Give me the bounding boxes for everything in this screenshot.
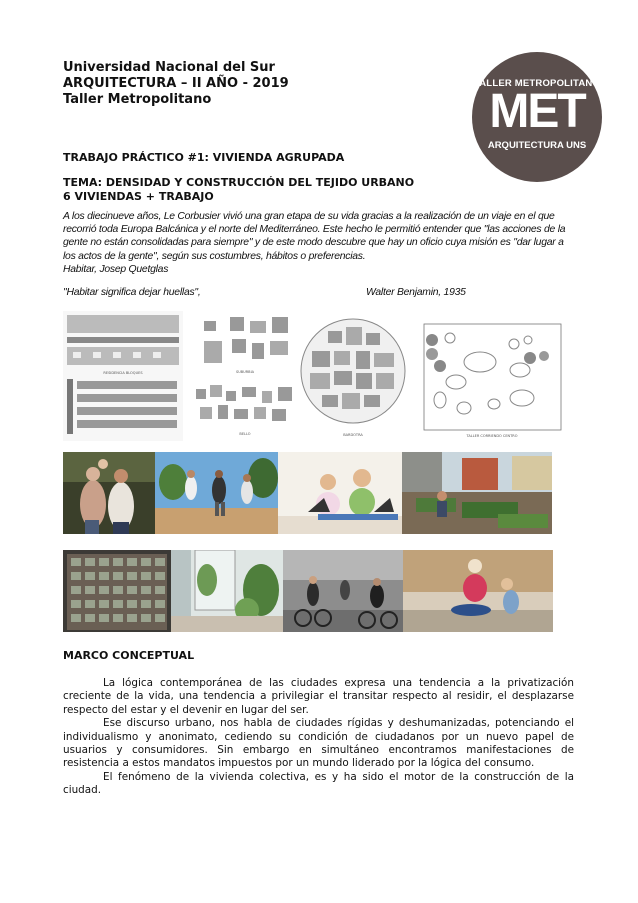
organic-plan-diagram	[420, 320, 565, 440]
block-housing-diagram	[63, 311, 183, 441]
benjamin-quote: "Habitar significa dejar huellas",	[63, 287, 201, 298]
diagram-caption: BELLO	[239, 432, 251, 436]
logo-bottom-text: ARQUITECTURA UNS	[487, 140, 587, 151]
logo-top-text: TALLER METROPOLITANO	[473, 78, 601, 89]
tema-subline: 6 VIVIENDAS + TRABAJO	[63, 189, 214, 203]
benjamin-author: Walter Benjamin, 1935	[366, 287, 466, 298]
body-paragraph: La lógica contemporánea de las ciudades expresa una tendencia a la privatización creciente de la vida, una tendencia a privilegiar el transitar respecto al residir, el desplazarse respecto del estar y el devenir en lugar del ser.	[63, 677, 574, 716]
scattered-blocks-diagram	[190, 311, 300, 441]
interior-plants-photo	[171, 550, 283, 632]
family-walking-photo	[63, 452, 155, 534]
diagram-caption: SUBURBIA	[235, 370, 255, 374]
quote-text: A los diecinueve años, Le Corbusier vivió una gran etapa de su vida gracias a la realización de un viaje en el que recorrió toda Europa Balcánica y el norte del Mediterráneo. Este hecho le permitió entender que "las acciones de la gente no están consolidadas para siempre" y de este modo descubre que hay un oficio cuya misión es "dar lugar a los actos de la gente", según sus costumbres, hábitos o preferencias.	[63, 211, 566, 262]
tema-block	[63, 176, 414, 203]
document-header	[63, 60, 289, 108]
quote-author: Habitar, Josep Quetglas	[63, 263, 169, 275]
diagram-caption: TALLER CORRIENDO CENTRO	[466, 434, 518, 438]
kids-laptops-photo	[278, 452, 402, 534]
cyclists-street-photo	[283, 550, 403, 632]
section-title: MARCO CONCEPTUAL	[63, 649, 195, 662]
diagram-caption: RESIDENCIA BLOQUES	[103, 371, 143, 375]
met-logo	[472, 52, 602, 182]
section-body	[63, 677, 574, 798]
logo-main-text: MET	[489, 85, 585, 138]
apartment-tower-photo	[63, 550, 171, 632]
workshop-name: Taller Metropolitano	[63, 92, 212, 107]
tema-line: TEMA: DENSIDAD Y CONSTRUCCIÓN DEL TEJIDO URBANO	[63, 176, 415, 189]
body-paragraph: Ese discurso urbano, nos habla de ciudades rígidas y deshumanizadas, potenciando el individualismo y anonimato, cediendo su condición de ciudadanos por un nuevo papel de usuarios y consumidores. Sin embargo en simultáneo encontramos manifestaciones de resistencia a estos mandatos impuestos por un mundo liderado por la lógica del consumo.	[63, 717, 574, 770]
course-name: ARQUITECTURA – II AÑO - 2019	[63, 76, 289, 91]
quote-block	[63, 210, 578, 276]
university-name: Universidad Nacional del Sur	[63, 60, 275, 75]
body-paragraph: El fenómeno de la vivienda colectiva, es y ha sido el motor de la construcción de la ciudad.	[63, 770, 574, 797]
diagram-caption: BARDOTRA	[343, 433, 363, 437]
practice-title: TRABAJO PRÁCTICO #1: VIVIENDA AGRUPADA	[63, 151, 345, 164]
urban-garden-photo	[402, 452, 552, 534]
grandmother-child-photo	[403, 550, 553, 632]
circular-plan-diagram	[298, 311, 408, 441]
children-playing-photo	[155, 452, 278, 534]
